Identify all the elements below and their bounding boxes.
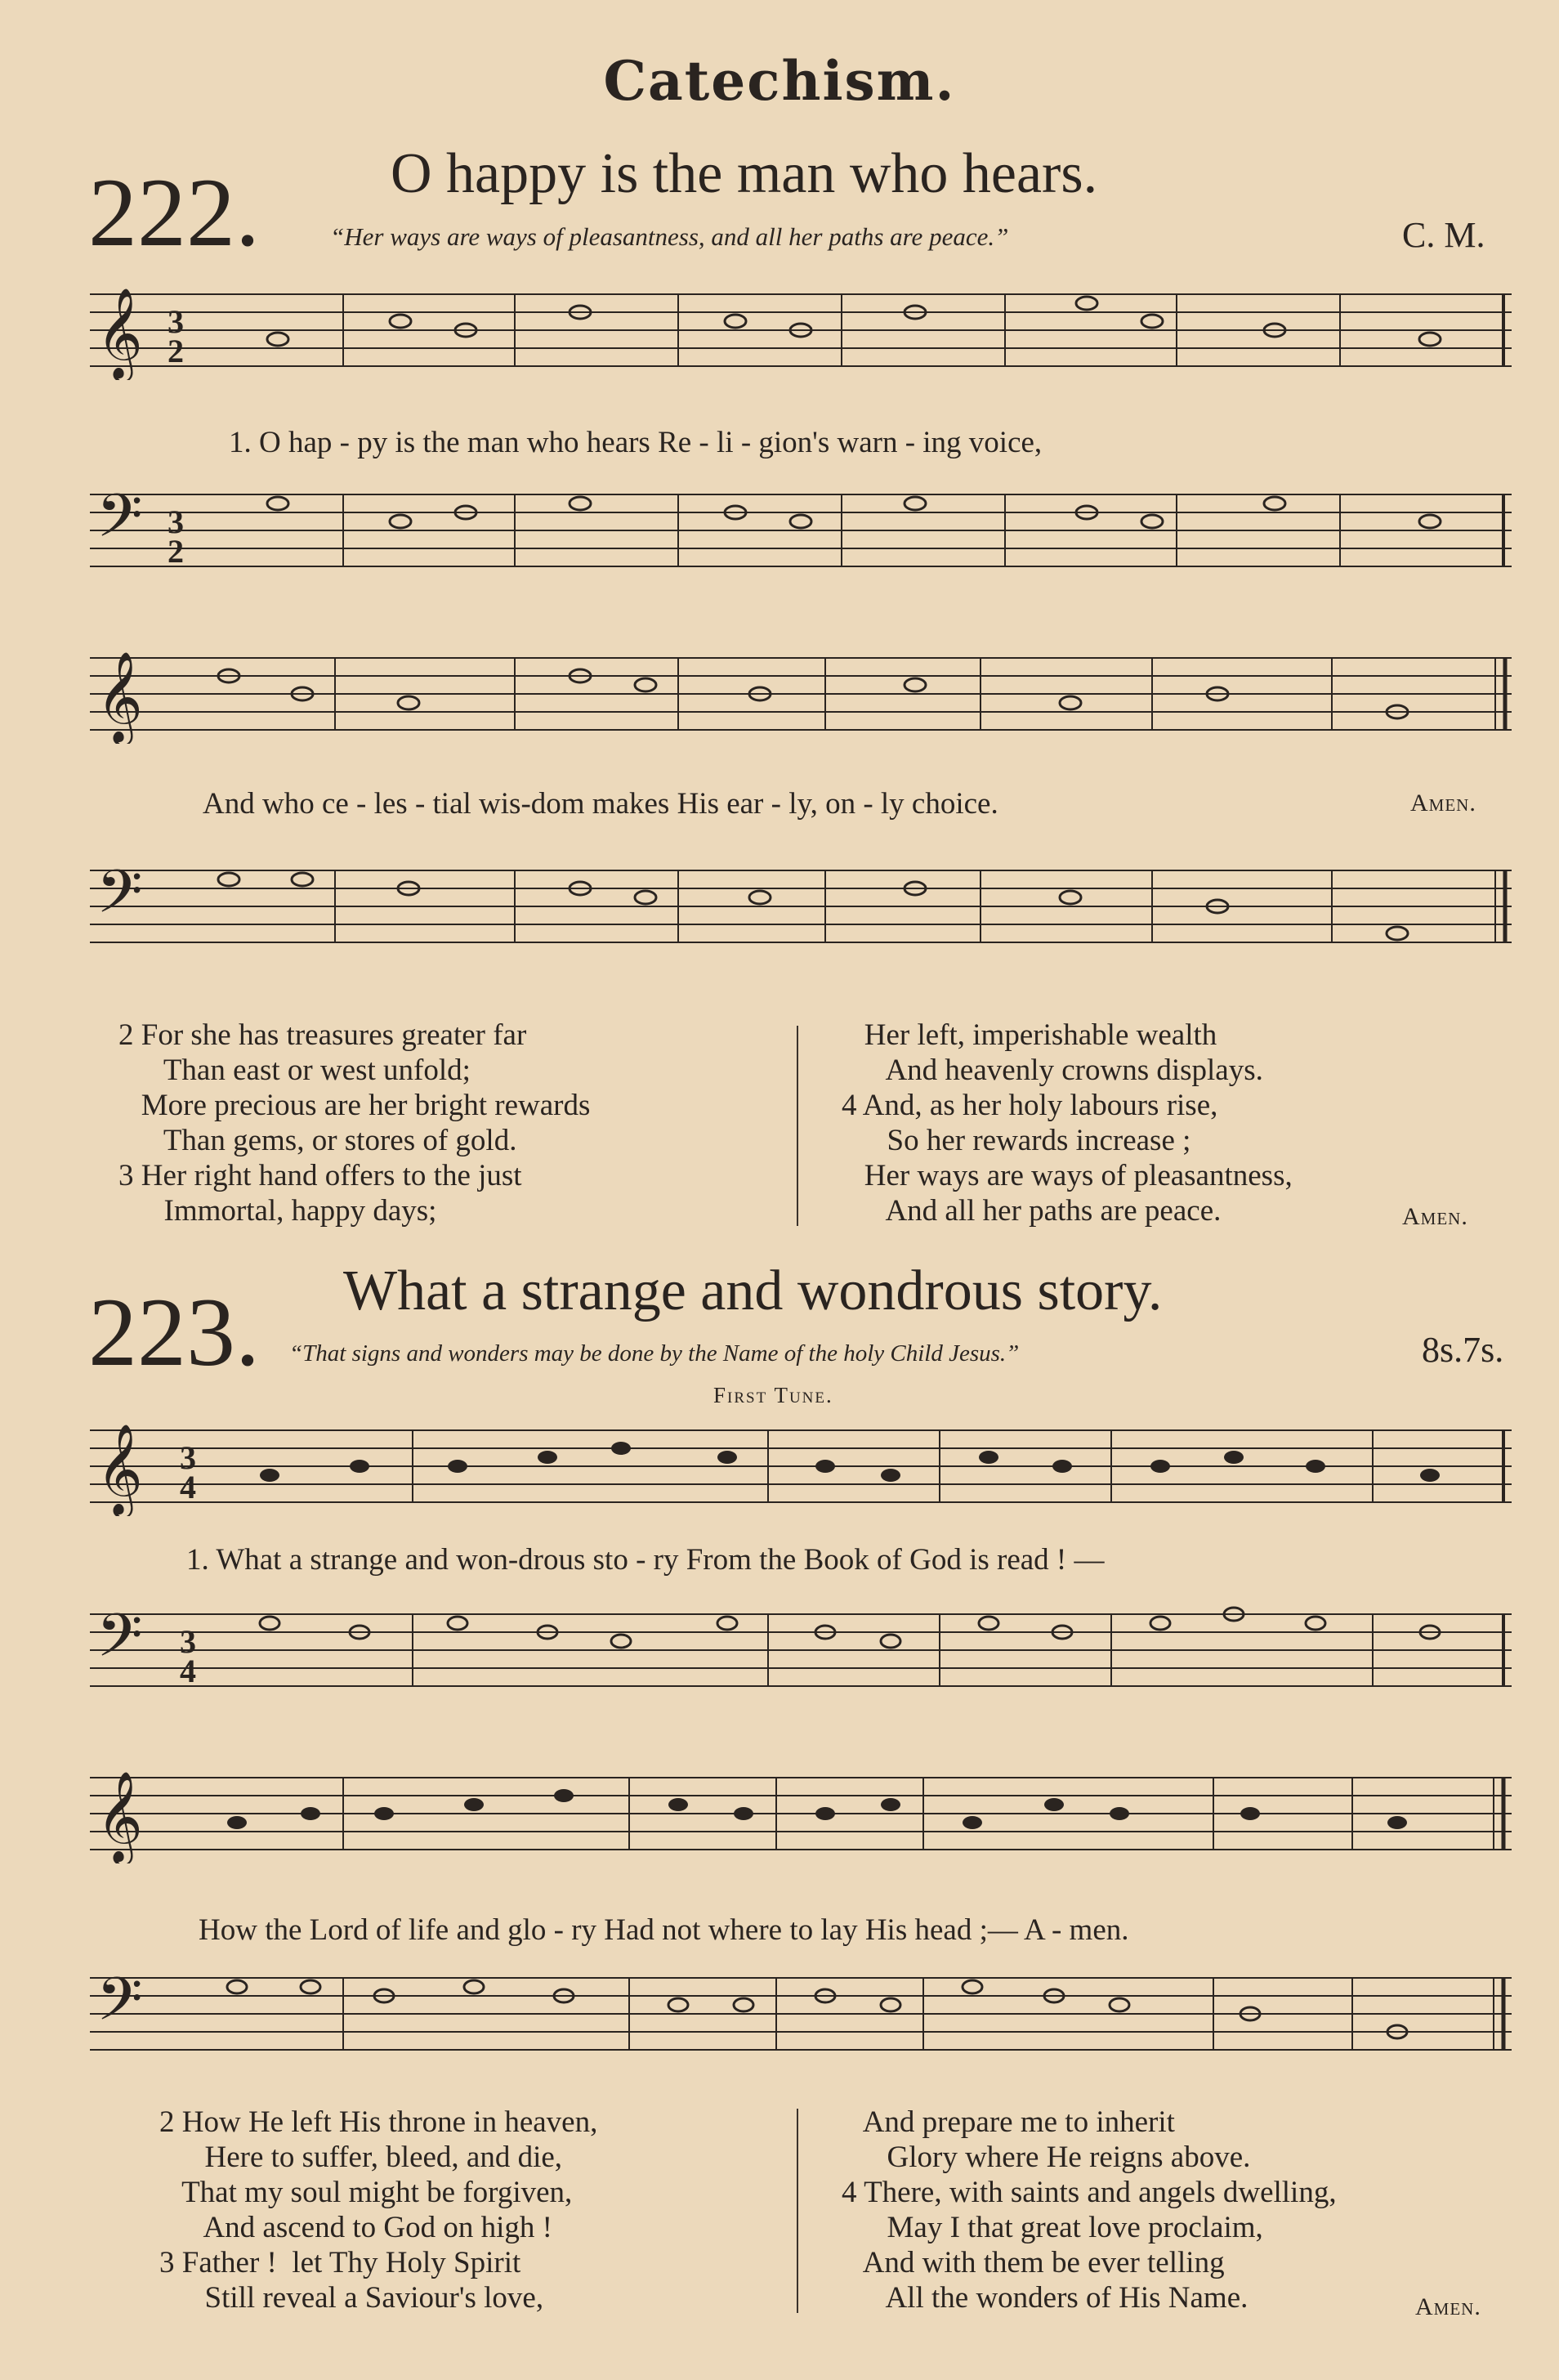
svg-text:𝄢: 𝄢 xyxy=(96,485,143,564)
hymn1-lyric-line2: And who ce - les - tial wis-dom makes His ear - ly, on - ly choice. xyxy=(203,787,998,821)
music-staff-bass-system3 xyxy=(90,1602,1512,1700)
svg-text:4: 4 xyxy=(180,1653,196,1689)
hymn-title-222: O happy is the man who hears. xyxy=(391,142,1098,205)
hymn-epigraph-223: “That signs and wonders may be done by the Name of the holy Child Jesus.” xyxy=(289,1340,1020,1367)
hymn1-lyric-line1: 1. O hap - py is the man who hears Re - li - gion's warn - ing voice, xyxy=(229,426,1043,459)
hymn-number-223: 223. xyxy=(88,1277,260,1386)
hymn-epigraph-222: “Her ways are ways of pleasantness, and all her paths are peace.” xyxy=(330,222,1009,251)
svg-text:3: 3 xyxy=(168,503,184,540)
svg-text:𝄢: 𝄢 xyxy=(96,1968,143,2047)
svg-text:3: 3 xyxy=(180,1623,196,1660)
hymn2-lyric-line2: How the Lord of life and glo - ry Had not where to lay His head ;— A - men. xyxy=(199,1913,1129,1947)
music-staff-treble-system1 xyxy=(90,282,1512,380)
hymn-number-222: 222. xyxy=(88,158,260,266)
hymn-title-223: What a strange and wondrous story. xyxy=(343,1259,1163,1322)
music-staff-bass-system2 xyxy=(90,858,1512,956)
svg-text:2: 2 xyxy=(168,333,184,369)
music-staff-bass-system4 xyxy=(90,1966,1512,2064)
music-staff-bass-system1 xyxy=(90,482,1512,580)
svg-text:𝄞: 𝄞 xyxy=(96,1773,143,1860)
hymn1-verses-amen: Amen. xyxy=(1402,1203,1468,1230)
hymn2-verses-amen: Amen. xyxy=(1415,2293,1481,2320)
hymn1-verses-right: Her left, imperishable wealth And heavenly crowns displays. 4 And, as her holy labours rise, So her rewards increase ; Her ways are ways of pleasantness, And all her paths are peace. xyxy=(842,1018,1293,1228)
hymn1-verses-left: 2 For she has treasures greater far Than east or west unfold; More precious are her bright rewards Than gems, or stores of gold. 3 Her right hand offers to the just Immortal, happy days; xyxy=(118,1018,591,1228)
hymn-meter-223: 8s.7s. xyxy=(1422,1330,1504,1370)
svg-text:𝄞: 𝄞 xyxy=(96,289,143,377)
svg-text:𝄢: 𝄢 xyxy=(96,1604,143,1684)
hymn2-verses-right: And prepare me to inherit Glory where He reigns above. 4 There, with saints and angels dwelling, May I that great love proclaim, And with them be ever telling All the wonders of His Name. xyxy=(842,2105,1337,2315)
verse-column-divider xyxy=(797,1026,798,1226)
hymn2-verses-left: 2 How He left His throne in heaven, Here to suffer, bleed, and die, That my soul might be forgiven, And ascend to God on high ! 3 Father ! let Thy Holy Spirit Still reveal a Saviour's love, xyxy=(159,2105,598,2315)
hymn1-amen-label: Amen. xyxy=(1410,790,1476,816)
hymn2-lyric-line1: 1. What a strange and won-drous sto - ry From the Book of God is read ! — xyxy=(186,1543,1105,1577)
hymn-meter-222: C. M. xyxy=(1402,215,1485,255)
svg-text:𝄞: 𝄞 xyxy=(96,653,143,740)
svg-text:2: 2 xyxy=(168,533,184,570)
svg-text:𝄞: 𝄞 xyxy=(96,1425,143,1513)
verse-column-divider-2 xyxy=(797,2109,798,2313)
svg-text:3: 3 xyxy=(180,1439,196,1476)
svg-text:𝄢: 𝄢 xyxy=(96,861,143,940)
svg-text:3: 3 xyxy=(168,303,184,340)
svg-text:4: 4 xyxy=(180,1469,196,1505)
music-staff-treble-system3 xyxy=(90,1418,1512,1516)
page-header: Catechism. xyxy=(603,49,956,113)
music-staff-treble-system4 xyxy=(90,1765,1512,1863)
tune-label: First Tune. xyxy=(713,1383,833,1407)
music-staff-treble-system2 xyxy=(90,646,1512,744)
